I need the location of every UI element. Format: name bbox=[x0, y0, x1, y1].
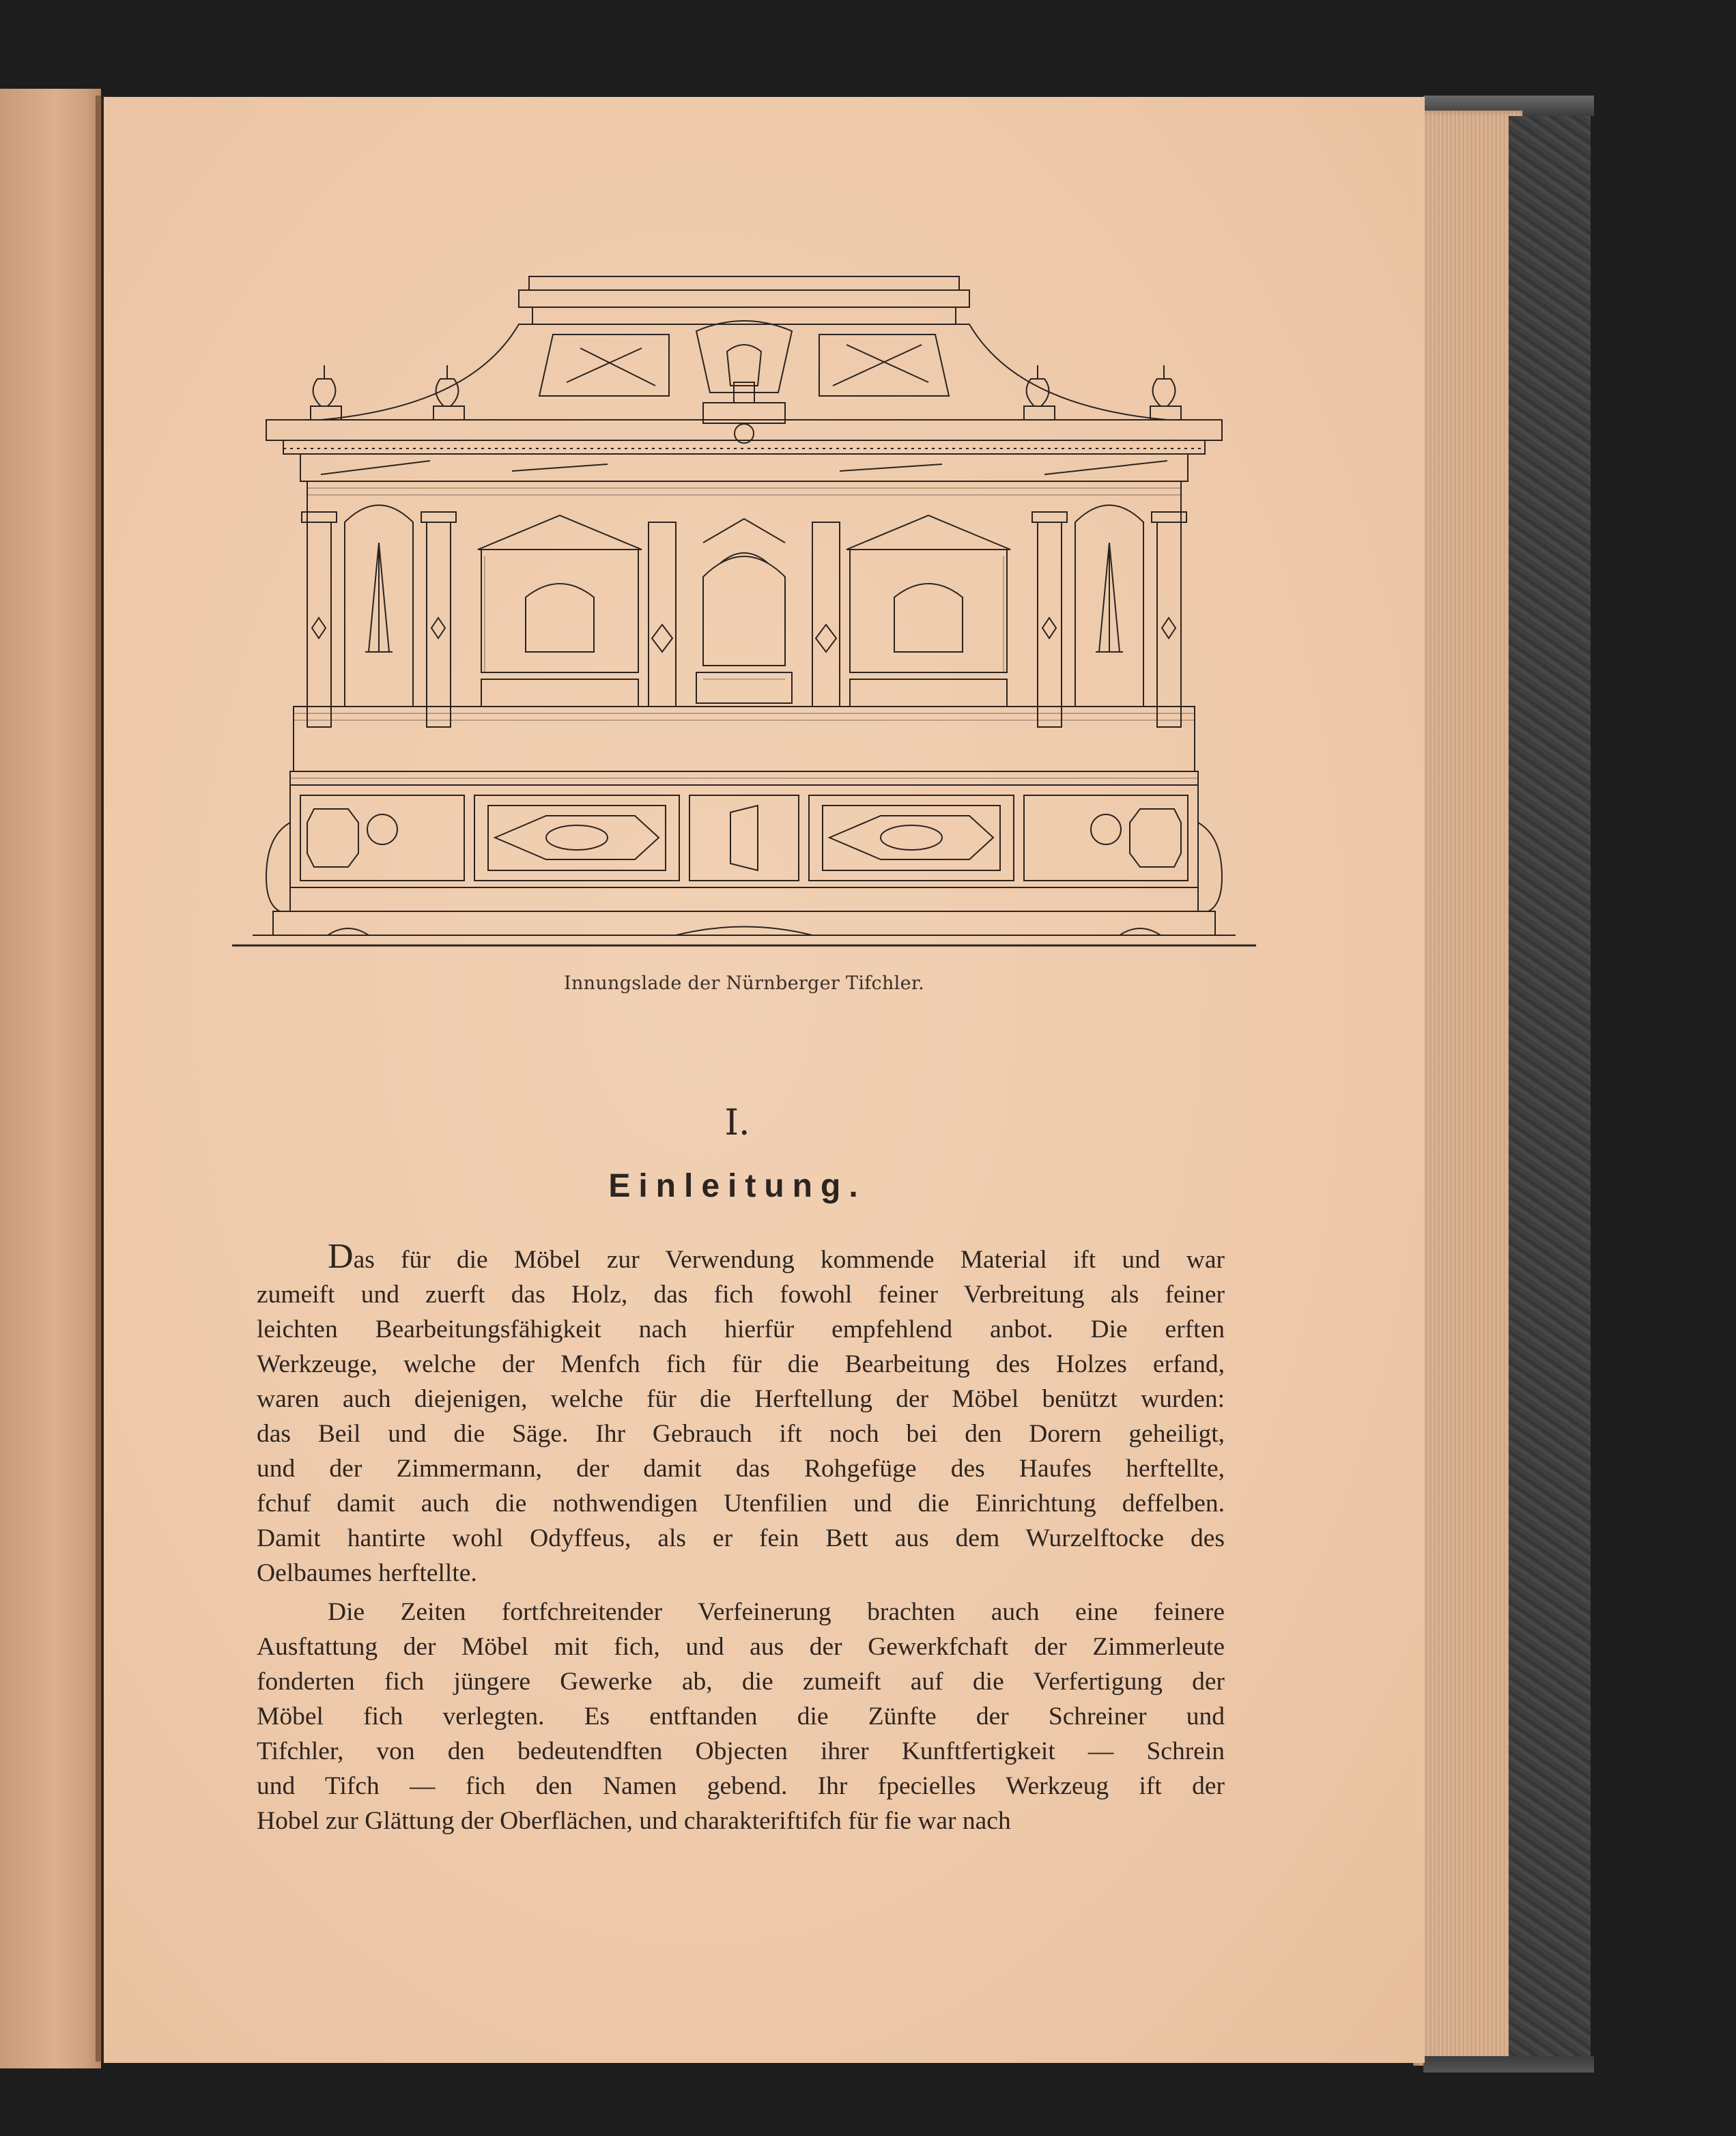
chapter-title: Einleitung. bbox=[608, 1168, 866, 1204]
paragraph-1 bbox=[257, 1237, 1225, 1591]
text-line: Oelbaumes herftellte. bbox=[257, 1559, 477, 1587]
text-line: Tifchler, von den bedeutendften Objecten ihrer Kunftfertigkeit — Schrein bbox=[257, 1737, 1225, 1765]
text-line: Hobel zur Glättung der Oberflächen, und charakteriftifch für fie war nach bbox=[257, 1807, 1011, 1835]
text-line: Ausftattung der Möbel mit fich, und aus der Gewerkfchaft der Zimmerleute bbox=[257, 1633, 1225, 1661]
text-line: waren auch diejenigen, welche für die Herftellung der Möbel benützt wurden: bbox=[257, 1385, 1225, 1413]
text-line: fchuf damit auch die nothwendigen Utenfilien und die Einrichtung deffelben. bbox=[257, 1490, 1225, 1518]
text-line: Werkzeuge, welche der Menfch fich für die Bearbeitung des Holzes erfand, bbox=[257, 1350, 1225, 1378]
paragraph-2 bbox=[257, 1595, 1225, 1838]
guild-chest-engraving bbox=[225, 270, 1263, 952]
text-line: Die Zeiten fortfchreitender Verfeinerung brachten auch eine feinere bbox=[328, 1598, 1225, 1626]
text-line: Möbel fich verlegten. Es entftanden die Zünfte der Schreiner und bbox=[257, 1703, 1225, 1731]
chapter-number: I. bbox=[724, 1102, 750, 1143]
text-line: zumeift und zuerft das Holz, das fich fowohl feiner Verbreitung als feiner bbox=[257, 1281, 1225, 1309]
cover-board bbox=[1509, 116, 1591, 2062]
text-line: und Tifch — fich den Namen gebend. Ihr fpecielles Werkzeug ift der bbox=[257, 1772, 1225, 1800]
illustration-caption: Innungslade der Nürnberger Tifchler. bbox=[563, 973, 924, 994]
page-block-edges bbox=[1413, 111, 1522, 2066]
text-line: fonderten fich jüngere Gewerke ab, die zumeift auf die Verfertigung der bbox=[257, 1668, 1225, 1696]
text-line: das Beil und die Säge. Ihr Gebrauch ift noch bei den Dorern geheiligt, bbox=[257, 1420, 1225, 1448]
text-line: Das für die Möbel zur Verwendung kommende Material ift und war bbox=[328, 1237, 1225, 1276]
text-line: Damit hantirte wohl Odyffeus, als er fein Bett aus dem Wurzelftocke des bbox=[257, 1524, 1225, 1552]
text-line: und der Zimmermann, der damit das Rohgefüge des Haufes herftellte, bbox=[257, 1455, 1225, 1483]
drop-cap: D bbox=[328, 1237, 354, 1276]
body-text bbox=[257, 1237, 1225, 1838]
left-page-edge bbox=[0, 89, 101, 2068]
text-line: leichten Bearbeitungsfähigkeit nach hierfür empfehlend anbot. Die erften bbox=[257, 1315, 1225, 1343]
cover-board-bottom bbox=[1423, 2056, 1594, 2073]
